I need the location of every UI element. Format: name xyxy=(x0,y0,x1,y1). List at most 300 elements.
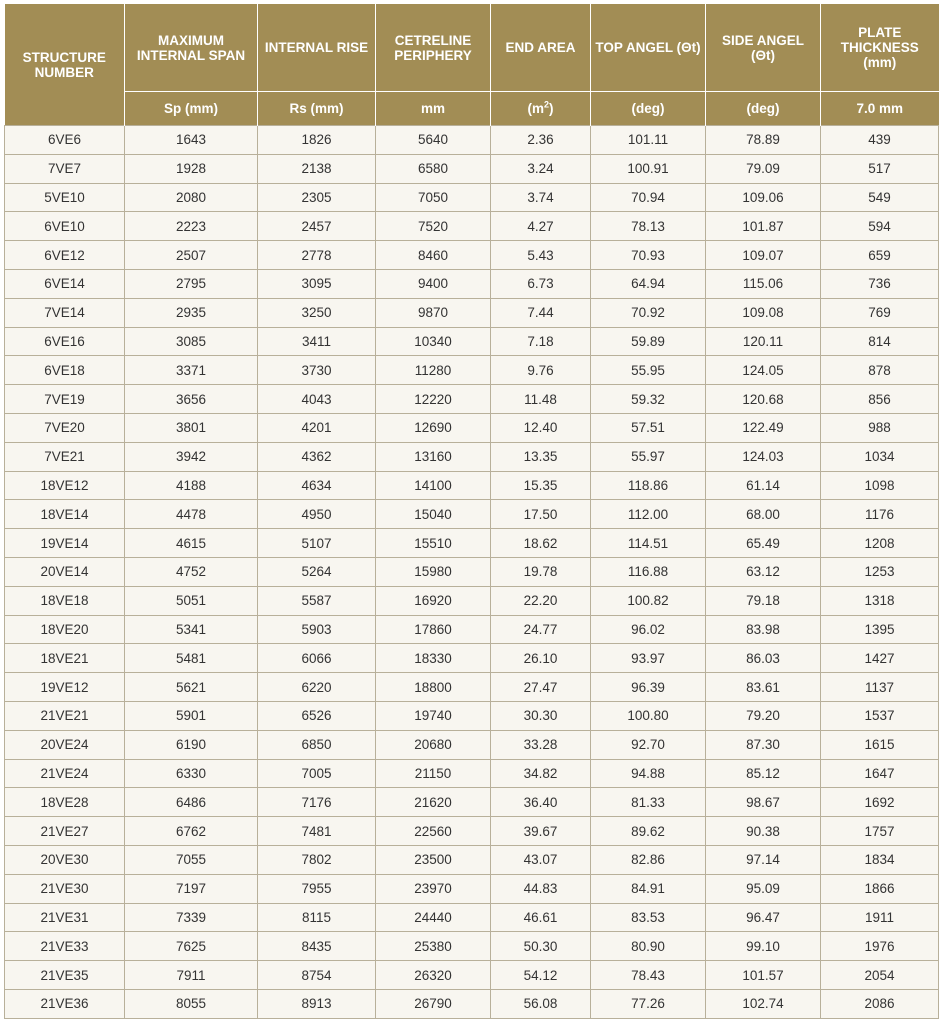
cell-end-area: 36.40 xyxy=(491,788,591,817)
cell-end-area: 15.35 xyxy=(491,471,591,500)
cell-end-area: 9.76 xyxy=(491,356,591,385)
cell-span: 8055 xyxy=(125,989,258,1018)
cell-side-angle: 124.05 xyxy=(706,356,821,385)
header-top-angle: TOP ANGEL (Θt) xyxy=(591,4,706,92)
cell-rise: 5903 xyxy=(258,615,376,644)
cell-span: 7625 xyxy=(125,932,258,961)
unit-span: Sp (mm) xyxy=(125,92,258,126)
cell-end-area: 19.78 xyxy=(491,557,591,586)
unit-end-area xyxy=(491,92,591,126)
cell-rise: 4950 xyxy=(258,500,376,529)
table-row xyxy=(5,759,939,788)
cell-top-angle: 93.97 xyxy=(591,644,706,673)
cell-top-angle: 96.02 xyxy=(591,615,706,644)
table-row xyxy=(5,529,939,558)
cell-plate-thickness: 1427 xyxy=(821,644,939,673)
cell-end-area: 18.62 xyxy=(491,529,591,558)
table-row xyxy=(5,903,939,932)
cell-periphery: 24440 xyxy=(376,903,491,932)
cell-structure-number: 6VE14 xyxy=(5,269,125,298)
cell-side-angle: 65.49 xyxy=(706,529,821,558)
cell-end-area: 24.77 xyxy=(491,615,591,644)
table-row xyxy=(5,298,939,327)
table-body xyxy=(5,126,939,1019)
header-maximum-internal-span: MAXIMUM INTERNAL SPAN xyxy=(125,4,258,92)
cell-end-area: 6.73 xyxy=(491,269,591,298)
cell-end-area: 17.50 xyxy=(491,500,591,529)
cell-rise: 6220 xyxy=(258,673,376,702)
cell-rise: 8754 xyxy=(258,961,376,990)
cell-plate-thickness: 2086 xyxy=(821,989,939,1018)
cell-periphery: 7520 xyxy=(376,212,491,241)
cell-rise: 8435 xyxy=(258,932,376,961)
table-row xyxy=(5,586,939,615)
cell-structure-number: 18VE21 xyxy=(5,644,125,673)
cell-end-area: 30.30 xyxy=(491,701,591,730)
cell-side-angle: 109.06 xyxy=(706,183,821,212)
unit-end-area-prefix: (m xyxy=(527,101,544,116)
cell-plate-thickness: 439 xyxy=(821,126,939,155)
cell-structure-number: 19VE12 xyxy=(5,673,125,702)
cell-periphery: 9400 xyxy=(376,269,491,298)
cell-rise: 3730 xyxy=(258,356,376,385)
cell-end-area: 33.28 xyxy=(491,730,591,759)
cell-structure-number: 20VE14 xyxy=(5,557,125,586)
cell-span: 7339 xyxy=(125,903,258,932)
cell-plate-thickness: 1034 xyxy=(821,442,939,471)
cell-periphery: 7050 xyxy=(376,183,491,212)
table-row xyxy=(5,356,939,385)
cell-rise: 5264 xyxy=(258,557,376,586)
cell-top-angle: 84.91 xyxy=(591,874,706,903)
cell-structure-number: 20VE24 xyxy=(5,730,125,759)
cell-span: 5051 xyxy=(125,586,258,615)
cell-structure-number: 6VE16 xyxy=(5,327,125,356)
cell-structure-number: 20VE30 xyxy=(5,845,125,874)
cell-end-area: 7.18 xyxy=(491,327,591,356)
cell-span: 2080 xyxy=(125,183,258,212)
cell-side-angle: 83.61 xyxy=(706,673,821,702)
table-row xyxy=(5,500,939,529)
cell-plate-thickness: 1615 xyxy=(821,730,939,759)
cell-end-area: 22.20 xyxy=(491,586,591,615)
cell-side-angle: 86.03 xyxy=(706,644,821,673)
cell-side-angle: 109.08 xyxy=(706,298,821,327)
cell-rise: 4043 xyxy=(258,385,376,414)
cell-periphery: 21150 xyxy=(376,759,491,788)
cell-end-area: 7.44 xyxy=(491,298,591,327)
cell-top-angle: 55.95 xyxy=(591,356,706,385)
cell-periphery: 16920 xyxy=(376,586,491,615)
cell-rise: 7802 xyxy=(258,845,376,874)
cell-plate-thickness: 549 xyxy=(821,183,939,212)
cell-rise: 2778 xyxy=(258,241,376,270)
cell-plate-thickness: 878 xyxy=(821,356,939,385)
cell-span: 7911 xyxy=(125,961,258,990)
cell-rise: 6066 xyxy=(258,644,376,673)
table-row xyxy=(5,183,939,212)
cell-structure-number: 7VE19 xyxy=(5,385,125,414)
cell-periphery: 13160 xyxy=(376,442,491,471)
cell-rise: 7481 xyxy=(258,817,376,846)
cell-rise: 2457 xyxy=(258,212,376,241)
cell-structure-number: 6VE10 xyxy=(5,212,125,241)
cell-end-area: 43.07 xyxy=(491,845,591,874)
cell-end-area: 26.10 xyxy=(491,644,591,673)
cell-side-angle: 61.14 xyxy=(706,471,821,500)
cell-top-angle: 77.26 xyxy=(591,989,706,1018)
cell-rise: 2138 xyxy=(258,154,376,183)
cell-plate-thickness: 1647 xyxy=(821,759,939,788)
cell-side-angle: 99.10 xyxy=(706,932,821,961)
cell-plate-thickness: 856 xyxy=(821,385,939,414)
cell-periphery: 12690 xyxy=(376,413,491,442)
structure-table-container xyxy=(4,4,938,1019)
cell-span: 5481 xyxy=(125,644,258,673)
cell-span: 6190 xyxy=(125,730,258,759)
cell-rise: 8115 xyxy=(258,903,376,932)
cell-rise: 5587 xyxy=(258,586,376,615)
cell-rise: 6850 xyxy=(258,730,376,759)
cell-span: 7197 xyxy=(125,874,258,903)
cell-plate-thickness: 1253 xyxy=(821,557,939,586)
cell-side-angle: 78.89 xyxy=(706,126,821,155)
cell-side-angle: 101.57 xyxy=(706,961,821,990)
cell-top-angle: 96.39 xyxy=(591,673,706,702)
table-row xyxy=(5,730,939,759)
cell-end-area: 13.35 xyxy=(491,442,591,471)
cell-span: 3942 xyxy=(125,442,258,471)
cell-rise: 3095 xyxy=(258,269,376,298)
cell-plate-thickness: 1757 xyxy=(821,817,939,846)
cell-span: 5341 xyxy=(125,615,258,644)
cell-side-angle: 90.38 xyxy=(706,817,821,846)
cell-top-angle: 78.43 xyxy=(591,961,706,990)
cell-periphery: 10340 xyxy=(376,327,491,356)
cell-top-angle: 83.53 xyxy=(591,903,706,932)
cell-rise: 7005 xyxy=(258,759,376,788)
cell-periphery: 18800 xyxy=(376,673,491,702)
cell-side-angle: 85.12 xyxy=(706,759,821,788)
cell-structure-number: 21VE27 xyxy=(5,817,125,846)
cell-plate-thickness: 1098 xyxy=(821,471,939,500)
cell-top-angle: 100.82 xyxy=(591,586,706,615)
unit-rise: Rs (mm) xyxy=(258,92,376,126)
cell-top-angle: 81.33 xyxy=(591,788,706,817)
cell-rise: 5107 xyxy=(258,529,376,558)
cell-periphery: 15510 xyxy=(376,529,491,558)
cell-structure-number: 18VE28 xyxy=(5,788,125,817)
cell-structure-number: 21VE33 xyxy=(5,932,125,961)
cell-span: 4615 xyxy=(125,529,258,558)
cell-periphery: 12220 xyxy=(376,385,491,414)
cell-plate-thickness: 1395 xyxy=(821,615,939,644)
cell-top-angle: 116.88 xyxy=(591,557,706,586)
cell-end-area: 56.08 xyxy=(491,989,591,1018)
cell-side-angle: 87.30 xyxy=(706,730,821,759)
cell-plate-thickness: 594 xyxy=(821,212,939,241)
cell-plate-thickness: 1834 xyxy=(821,845,939,874)
cell-span: 4478 xyxy=(125,500,258,529)
cell-plate-thickness: 1176 xyxy=(821,500,939,529)
cell-top-angle: 112.00 xyxy=(591,500,706,529)
cell-rise: 2305 xyxy=(258,183,376,212)
cell-top-angle: 78.13 xyxy=(591,212,706,241)
cell-plate-thickness: 1911 xyxy=(821,903,939,932)
table-row xyxy=(5,644,939,673)
cell-end-area: 2.36 xyxy=(491,126,591,155)
cell-rise: 6526 xyxy=(258,701,376,730)
cell-plate-thickness: 736 xyxy=(821,269,939,298)
cell-structure-number: 6VE12 xyxy=(5,241,125,270)
cell-plate-thickness: 1976 xyxy=(821,932,939,961)
cell-side-angle: 120.68 xyxy=(706,385,821,414)
cell-span: 4752 xyxy=(125,557,258,586)
cell-span: 1928 xyxy=(125,154,258,183)
cell-top-angle: 59.32 xyxy=(591,385,706,414)
cell-periphery: 21620 xyxy=(376,788,491,817)
table-row xyxy=(5,154,939,183)
table-row xyxy=(5,874,939,903)
cell-side-angle: 83.98 xyxy=(706,615,821,644)
cell-rise: 3250 xyxy=(258,298,376,327)
unit-end-area-suffix: ) xyxy=(549,101,554,116)
cell-span: 2935 xyxy=(125,298,258,327)
cell-plate-thickness: 517 xyxy=(821,154,939,183)
cell-structure-number: 5VE10 xyxy=(5,183,125,212)
table-row xyxy=(5,845,939,874)
cell-end-area: 50.30 xyxy=(491,932,591,961)
cell-span: 5901 xyxy=(125,701,258,730)
table-row xyxy=(5,471,939,500)
cell-top-angle: 100.80 xyxy=(591,701,706,730)
cell-end-area: 12.40 xyxy=(491,413,591,442)
cell-rise: 3411 xyxy=(258,327,376,356)
cell-plate-thickness: 814 xyxy=(821,327,939,356)
cell-top-angle: 70.94 xyxy=(591,183,706,212)
cell-structure-number: 21VE21 xyxy=(5,701,125,730)
cell-structure-number: 18VE18 xyxy=(5,586,125,615)
table-row xyxy=(5,212,939,241)
cell-rise: 7955 xyxy=(258,874,376,903)
cell-periphery: 9870 xyxy=(376,298,491,327)
table-header xyxy=(5,4,939,126)
cell-end-area: 54.12 xyxy=(491,961,591,990)
cell-side-angle: 79.09 xyxy=(706,154,821,183)
cell-plate-thickness: 2054 xyxy=(821,961,939,990)
cell-span: 2795 xyxy=(125,269,258,298)
cell-side-angle: 124.03 xyxy=(706,442,821,471)
cell-span: 2507 xyxy=(125,241,258,270)
cell-structure-number: 21VE35 xyxy=(5,961,125,990)
cell-end-area: 4.27 xyxy=(491,212,591,241)
table-row xyxy=(5,327,939,356)
cell-top-angle: 55.97 xyxy=(591,442,706,471)
cell-top-angle: 89.62 xyxy=(591,817,706,846)
cell-top-angle: 64.94 xyxy=(591,269,706,298)
unit-plate-thickness: 7.0 mm xyxy=(821,92,939,126)
cell-top-angle: 70.92 xyxy=(591,298,706,327)
cell-periphery: 18330 xyxy=(376,644,491,673)
cell-structure-number: 18VE20 xyxy=(5,615,125,644)
cell-span: 2223 xyxy=(125,212,258,241)
cell-periphery: 15040 xyxy=(376,500,491,529)
cell-top-angle: 101.11 xyxy=(591,126,706,155)
cell-structure-number: 21VE24 xyxy=(5,759,125,788)
cell-periphery: 19740 xyxy=(376,701,491,730)
unit-side-angle: (deg) xyxy=(706,92,821,126)
cell-plate-thickness: 1137 xyxy=(821,673,939,702)
cell-structure-number: 7VE14 xyxy=(5,298,125,327)
header-centreline-periphery: CETRELINE PERIPHERY xyxy=(376,4,491,92)
cell-side-angle: 109.07 xyxy=(706,241,821,270)
cell-span: 5621 xyxy=(125,673,258,702)
header-side-angle: SIDE ANGEL (Θt) xyxy=(706,4,821,92)
cell-span: 1643 xyxy=(125,126,258,155)
cell-periphery: 20680 xyxy=(376,730,491,759)
cell-plate-thickness: 769 xyxy=(821,298,939,327)
table-row xyxy=(5,932,939,961)
cell-top-angle: 82.86 xyxy=(591,845,706,874)
cell-side-angle: 122.49 xyxy=(706,413,821,442)
cell-plate-thickness: 1537 xyxy=(821,701,939,730)
cell-end-area: 44.83 xyxy=(491,874,591,903)
cell-end-area: 39.67 xyxy=(491,817,591,846)
cell-structure-number: 7VE7 xyxy=(5,154,125,183)
cell-span: 6486 xyxy=(125,788,258,817)
cell-top-angle: 114.51 xyxy=(591,529,706,558)
cell-periphery: 6580 xyxy=(376,154,491,183)
table-row xyxy=(5,413,939,442)
cell-structure-number: 18VE12 xyxy=(5,471,125,500)
cell-span: 4188 xyxy=(125,471,258,500)
cell-rise: 4201 xyxy=(258,413,376,442)
cell-top-angle: 94.88 xyxy=(591,759,706,788)
table-row xyxy=(5,788,939,817)
cell-periphery: 15980 xyxy=(376,557,491,586)
header-end-area: END AREA xyxy=(491,4,591,92)
table-row xyxy=(5,385,939,414)
cell-top-angle: 80.90 xyxy=(591,932,706,961)
cell-side-angle: 102.74 xyxy=(706,989,821,1018)
cell-end-area: 34.82 xyxy=(491,759,591,788)
cell-top-angle: 100.91 xyxy=(591,154,706,183)
cell-structure-number: 6VE18 xyxy=(5,356,125,385)
cell-side-angle: 101.87 xyxy=(706,212,821,241)
header-structure-number: STRUCTURE NUMBER xyxy=(5,4,125,126)
table-row xyxy=(5,989,939,1018)
cell-span: 3801 xyxy=(125,413,258,442)
cell-plate-thickness: 1866 xyxy=(821,874,939,903)
table-row xyxy=(5,673,939,702)
cell-side-angle: 79.18 xyxy=(706,586,821,615)
cell-top-angle: 92.70 xyxy=(591,730,706,759)
cell-side-angle: 96.47 xyxy=(706,903,821,932)
cell-periphery: 5640 xyxy=(376,126,491,155)
table-row xyxy=(5,817,939,846)
cell-end-area: 46.61 xyxy=(491,903,591,932)
cell-end-area: 5.43 xyxy=(491,241,591,270)
table-row xyxy=(5,442,939,471)
cell-side-angle: 63.12 xyxy=(706,557,821,586)
cell-span: 6330 xyxy=(125,759,258,788)
cell-side-angle: 68.00 xyxy=(706,500,821,529)
cell-structure-number: 21VE30 xyxy=(5,874,125,903)
table-row xyxy=(5,241,939,270)
table-row xyxy=(5,126,939,155)
cell-plate-thickness: 1318 xyxy=(821,586,939,615)
cell-structure-number: 21VE31 xyxy=(5,903,125,932)
cell-span: 3371 xyxy=(125,356,258,385)
header-plate-thickness: PLATE THICKNESS (mm) xyxy=(821,4,939,92)
cell-periphery: 14100 xyxy=(376,471,491,500)
table-row xyxy=(5,615,939,644)
cell-span: 3085 xyxy=(125,327,258,356)
header-internal-rise: INTERNAL RISE xyxy=(258,4,376,92)
cell-structure-number: 6VE6 xyxy=(5,126,125,155)
cell-structure-number: 7VE20 xyxy=(5,413,125,442)
cell-periphery: 23970 xyxy=(376,874,491,903)
cell-side-angle: 95.09 xyxy=(706,874,821,903)
cell-rise: 7176 xyxy=(258,788,376,817)
cell-plate-thickness: 1692 xyxy=(821,788,939,817)
unit-top-angle: (deg) xyxy=(591,92,706,126)
cell-structure-number: 7VE21 xyxy=(5,442,125,471)
cell-periphery: 22560 xyxy=(376,817,491,846)
cell-top-angle: 118.86 xyxy=(591,471,706,500)
cell-top-angle: 59.89 xyxy=(591,327,706,356)
cell-periphery: 8460 xyxy=(376,241,491,270)
cell-top-angle: 70.93 xyxy=(591,241,706,270)
cell-periphery: 23500 xyxy=(376,845,491,874)
table-row xyxy=(5,961,939,990)
cell-structure-number: 18VE14 xyxy=(5,500,125,529)
cell-rise: 8913 xyxy=(258,989,376,1018)
cell-structure-number: 19VE14 xyxy=(5,529,125,558)
cell-periphery: 26320 xyxy=(376,961,491,990)
table-row xyxy=(5,701,939,730)
cell-plate-thickness: 988 xyxy=(821,413,939,442)
cell-structure-number: 21VE36 xyxy=(5,989,125,1018)
cell-side-angle: 79.20 xyxy=(706,701,821,730)
cell-periphery: 11280 xyxy=(376,356,491,385)
cell-end-area: 3.24 xyxy=(491,154,591,183)
cell-plate-thickness: 659 xyxy=(821,241,939,270)
cell-top-angle: 57.51 xyxy=(591,413,706,442)
cell-side-angle: 120.11 xyxy=(706,327,821,356)
cell-end-area: 27.47 xyxy=(491,673,591,702)
table-row xyxy=(5,269,939,298)
structure-table xyxy=(4,4,939,1019)
unit-end-area-exponent: 2 xyxy=(543,99,549,110)
cell-periphery: 26790 xyxy=(376,989,491,1018)
cell-side-angle: 97.14 xyxy=(706,845,821,874)
cell-span: 6762 xyxy=(125,817,258,846)
cell-rise: 1826 xyxy=(258,126,376,155)
cell-span: 3656 xyxy=(125,385,258,414)
cell-periphery: 17860 xyxy=(376,615,491,644)
cell-side-angle: 98.67 xyxy=(706,788,821,817)
cell-side-angle: 115.06 xyxy=(706,269,821,298)
cell-end-area: 3.74 xyxy=(491,183,591,212)
cell-end-area: 11.48 xyxy=(491,385,591,414)
cell-plate-thickness: 1208 xyxy=(821,529,939,558)
cell-rise: 4634 xyxy=(258,471,376,500)
cell-span: 7055 xyxy=(125,845,258,874)
cell-periphery: 25380 xyxy=(376,932,491,961)
table-row xyxy=(5,557,939,586)
cell-rise: 4362 xyxy=(258,442,376,471)
